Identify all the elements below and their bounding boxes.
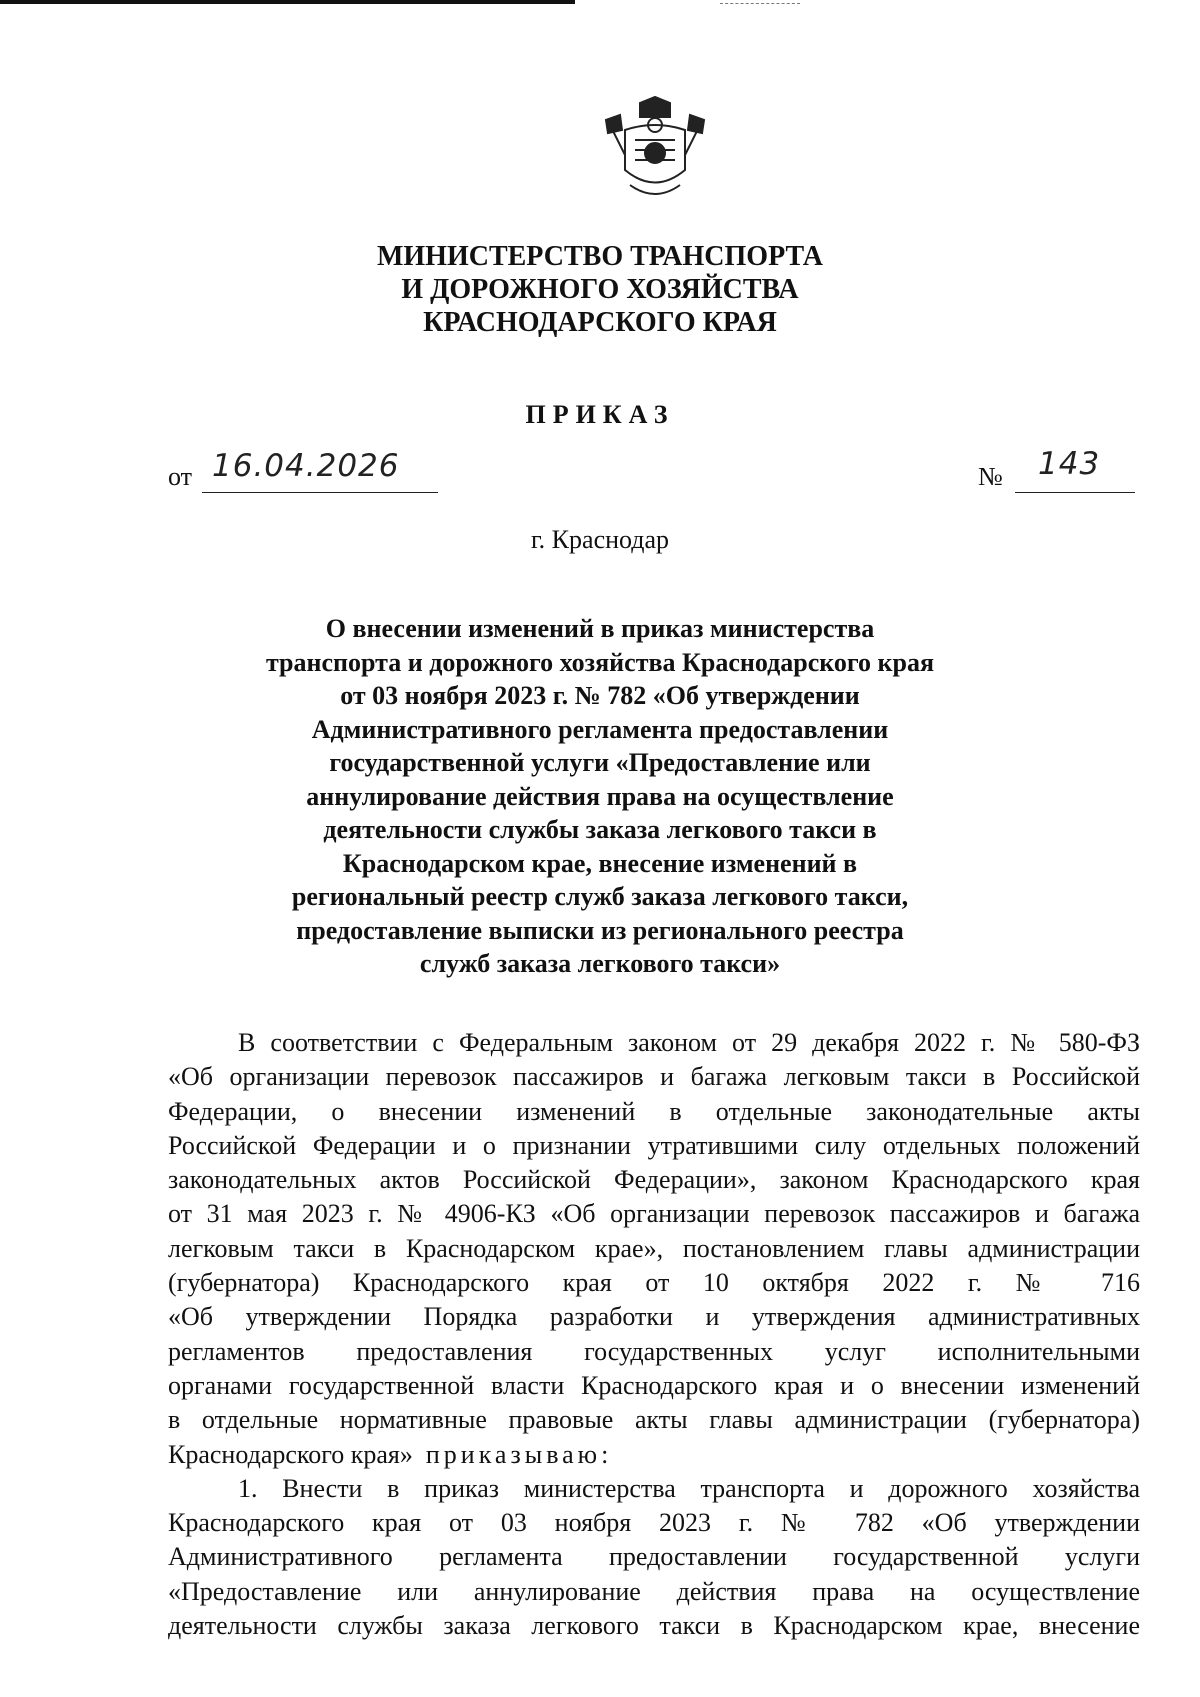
heading-line: Административного регламента предоставлении bbox=[311, 714, 889, 744]
handwritten-date: 16.04.2026 bbox=[212, 448, 400, 484]
scan-artifact-mark bbox=[720, 3, 800, 5]
body-line-start: Краснодарского края» bbox=[168, 1439, 413, 1469]
body-line: Российской Федерации и о признании утратившими силу отдельных положений bbox=[168, 1130, 1140, 1160]
body-line: «Об утверждении Порядка разработки и утверждения административных bbox=[168, 1302, 1140, 1332]
body-line: в отдельные нормативные правовые акты главы администрации (губернатора) bbox=[168, 1405, 1140, 1435]
point-1-line: «Предоставление или аннулирование действия права на осуществление bbox=[168, 1576, 1140, 1606]
number-underline bbox=[1015, 492, 1135, 493]
body-line: от 31 мая 2023 г. № 4906-КЗ «Об организации перевозок пассажиров и багажа bbox=[168, 1199, 1140, 1229]
point-1-line: Административного регламента предоставлении государственной услуги bbox=[168, 1542, 1140, 1572]
organization-name bbox=[0, 240, 1200, 339]
coat-of-arms-emblem bbox=[600, 95, 710, 205]
body-line: В соответствии с Федеральным законом от 29 декабря 2022 г. № 580-ФЗ bbox=[238, 1028, 1140, 1057]
organization-line-3: КРАСНОДАРСКОГО КРАЯ bbox=[423, 307, 777, 338]
heading-line: служб заказа легкового такси» bbox=[419, 949, 781, 978]
document-heading bbox=[240, 612, 960, 981]
heading-line: транспорта и дорожного хозяйства Краснодарского края bbox=[265, 647, 935, 677]
heading-line: деятельности службы заказа легкового такси в bbox=[323, 815, 877, 844]
heading-line: Краснодарском крае, внесение изменений в bbox=[342, 848, 858, 878]
heading-line: региональный реестр служб заказа легкового такси, bbox=[291, 882, 909, 911]
date-underline bbox=[202, 492, 438, 493]
body-line: регламентов предоставления государственных услуг исполнительными bbox=[168, 1336, 1140, 1366]
organization-line-2: И ДОРОЖНОГО ХОЗЯЙСТВА bbox=[401, 274, 799, 305]
document-type: ПРИКАЗ bbox=[525, 400, 675, 429]
body-line-last bbox=[168, 1438, 1140, 1472]
number-prefix: № bbox=[978, 462, 1003, 491]
body-line: легковым такси в Краснодарском крае», постановлением главы администрации bbox=[168, 1233, 1140, 1263]
heading-line: аннулирование действия права на осуществление bbox=[306, 781, 894, 811]
heading-line: О внесении изменений в приказ министерства bbox=[325, 614, 875, 643]
point-1-line: деятельности службы заказа легкового такси в Краснодарском крае, внесение bbox=[168, 1611, 1140, 1641]
point-1-line: 1. Внести в приказ министерства транспорта и дорожного хозяйства bbox=[238, 1473, 1140, 1503]
handwritten-number: 143 bbox=[1038, 446, 1101, 482]
heading-line: государственной услуги «Предоставление или bbox=[329, 748, 871, 777]
date-prefix: от bbox=[168, 462, 193, 491]
body-line: «Об организации перевозок пассажиров и багажа легковым такси в Российской bbox=[168, 1062, 1140, 1092]
body-text bbox=[168, 1026, 1140, 1643]
heading-line: от 03 ноября 2023 г. № 782 «Об утверждении bbox=[340, 681, 860, 710]
point-1-line: Краснодарского края от 03 ноября 2023 г. № 782 «Об утверждении bbox=[168, 1508, 1140, 1538]
body-line: законодательных актов Российской Федерации», законом Краснодарского края bbox=[168, 1165, 1140, 1195]
body-line: Федерации, о внесении изменений в отдельные законодательные акты bbox=[168, 1096, 1140, 1126]
scan-artifact-bar bbox=[0, 0, 575, 4]
organization-line-1: МИНИСТЕРСТВО ТРАНСПОРТА bbox=[376, 241, 824, 272]
body-line: органами государственной власти Краснодарского края и о внесении изменений bbox=[168, 1370, 1140, 1400]
body-line: (губернатора) Краснодарского края от 10 октября 2022 г. № 716 bbox=[168, 1268, 1140, 1298]
order-word: приказываю: bbox=[425, 1439, 613, 1469]
city: г. Краснодар bbox=[530, 525, 670, 554]
heading-line: предоставление выписки из регионального реестра bbox=[296, 915, 904, 945]
